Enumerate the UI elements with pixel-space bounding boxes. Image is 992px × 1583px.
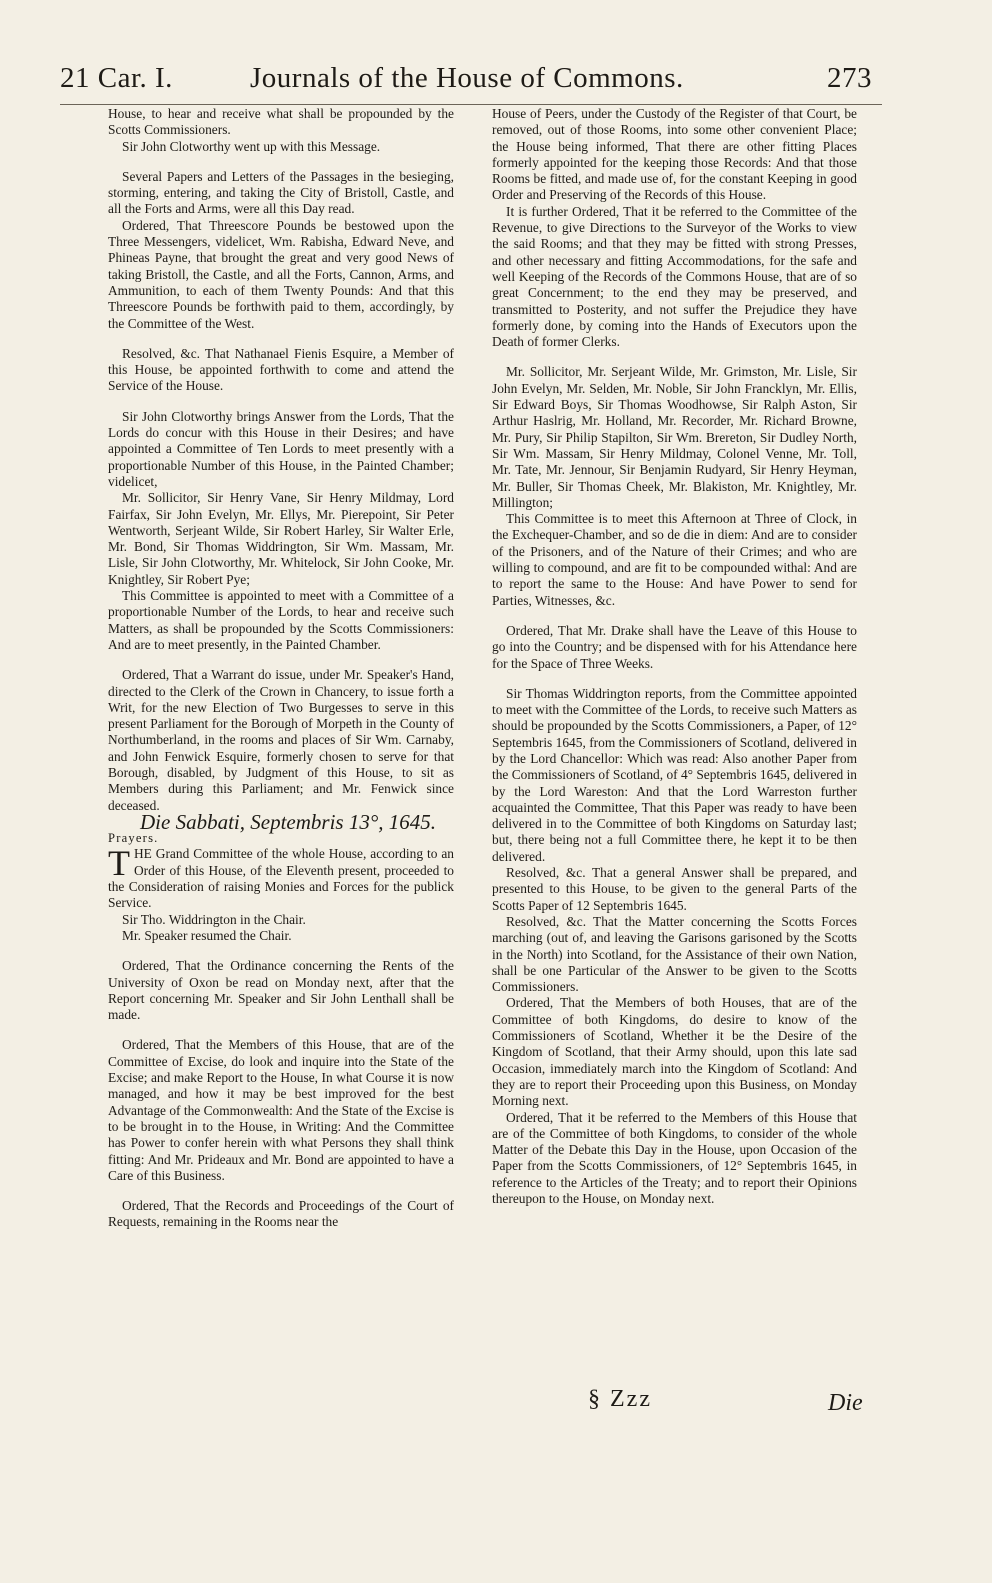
day-heading: Die Sabbati, Septembris 13°, 1645. (140, 809, 436, 834)
paragraph: Sir Thomas Widdrington reports, from the Committee appointed to meet with the Committee of the Lords, to receive such Matters as should be propounded by the Scotts Commissioners, a Paper, of 12° Septembris 1645, from the Commissioners of Scotland, delivered in by the Lord Chancellor: Which was read: Also another Paper from the Commissioners of Scotland, of 4° Septembris 1645, delivered in by the Lord Wareston: And that the Lord Warreston further acquainted the Committee, That this Paper was ready to have been delivered in to the Committee of both Kingdoms on Saturday last; but, there being not a full Committee there, he kept it to be then delivered. (492, 685, 857, 864)
paragraph: Ordered, That the Members of both Houses, that are of the Committee of both Kingdoms, do desire to know of the Commissioners of Scotland, Whether it be the Desire of the Kingdom of Scotland, that their Army should, upon this late sad Occasion, immediately march into the Kingdom of Scotland: And they are to report their Proceeding upon this Business, on Monday Morning next. (492, 995, 857, 1109)
right-column (492, 106, 857, 1207)
prayers-label: Prayers. (108, 831, 159, 846)
paragraph: This Committee is appointed to meet with a Committee of a proportionable Number of the Lords, to hear and receive such Matters, as shall be propounded by the Scotts Commissioners: And are to meet presently, in the Painted Chamber. (108, 588, 454, 652)
paragraph: Ordered, That the Records and Proceedings of the Court of Requests, remaining in the Rooms near the (108, 1198, 454, 1230)
header-rule (60, 104, 882, 105)
paragraph: Resolved, &c. That a general Answer shall be prepared, and presented to this House, to be given to the general Parts of the Scotts Paper of 12 Septembris 1645. (492, 865, 857, 913)
drop-cap: T (108, 843, 130, 884)
paragraph: This Committee is to meet this Afternoon at Three of Clock, in the Exchequer-Chamber, and so de die in diem: And are to consider of the Prisoners, and of the Nature of their Crimes; and who are willing to compound, and are fit to be compounded withal: And are to report the same to the House: And have Power to send for Parties, Witnesses, &c. (492, 511, 857, 608)
paragraph: Ordered, That the Ordinance concerning the Rents of the University of Oxon be read on Monday next, after that the Report concerning Mr. Speaker and Sir John Lenthall shall be made. (108, 958, 454, 1023)
paragraph: Ordered, That Threescore Pounds be bestowed upon the Three Messengers, videlicet, Wm. Rabisha, Edward Neve, and Phineas Payne, that brought the great and very good News of taking Bristoll, the Castle, and all the Forts, Cannon, Arms, and Ammunition, to each of them Twenty Pounds: And that this Threescore Pounds be forthwith paid to them, accordingly, by the Committee of the West. (108, 217, 454, 331)
paragraph: Several Papers and Letters of the Passages in the besieging, storming, entering, and taking the City of Bristoll, Castle, and all the Forts and Arms, were all this Day read. (108, 168, 454, 217)
journal-title: Journals of the House of Commons. (250, 62, 684, 94)
running-header (60, 62, 872, 102)
paragraph: House of Peers, under the Custody of the Register of that Court, be removed, out of those Rooms, into some other convenient Place; the House being informed, That there are other fitting Places formerly appointed for the keeping those Records: And that those Rooms be fitted, and made use of, for the constant Keeping in good Order and Preserving of the Records of this House. (492, 106, 857, 203)
paragraph: It is further Ordered, That it be referred to the Committee of the Revenue, to give Directions to the Surveyor of the Works to view the said Rooms; and that they may be fitted with strong Presses, and other necessary and fitting Accommodations, for the safe and well Keeping of the Records of the Commons House, that are of so great Concernment; to the end they may be preserved, and transmitted to Posterity, and not suffer the Prejudice they have formerly done, by coming into the Hands of Executors upon the Death of former Clerks. (492, 203, 857, 350)
paragraph: HE Grand Committee of the whole House, according to an Order of this House, of the Eleventh present, proceeded to the Consideration of raising Monies and Forces for the publick Service. (108, 846, 454, 911)
left-column (108, 106, 454, 1231)
signature-mark: § Zzz (588, 1386, 652, 1412)
paragraph: Resolved, &c. That Nathanael Fienis Esquire, a Member of this House, be appointed forthwith to come and attend the Service of the House. (108, 345, 454, 394)
committee-list: Mr. Sollicitor, Mr. Serjeant Wilde, Mr. Grimston, Mr. Lisle, Sir John Evelyn, Mr. Selden, Mr. Noble, Sir John Francklyn, Mr. Ellis, Sir Edward Boys, Sir Thomas Woodhowse, Sir Ralph Aston, Sir Arthur Haslrig, Mr. Holland, Mr. Recorder, Mr. Richard Browne, Mr. Pury, Sir Philip Stapilton, Sir Wm. Brereton, Sir Dudley North, Sir Wm. Massam, Sir Henry Mildmay, Colonel Venne, Mr. Toll, Mr. Tate, Mr. Jennour, Sir Benjamin Rudyard, Sir Henry Heyman, Mr. Buller, Sir Thomas Cheek, Mr. Blakiston, Mr. Knightley, Mr. Millington; (492, 364, 857, 510)
paragraph: Sir John Clotworthy brings Answer from the Lords, That the Lords do concur with this House in their Desires; and have appointed a Committee of Ten Lords to meet presently with a proportionable Number of this House, in the Painted Chamber; videlicet, (108, 408, 454, 489)
paragraph: Sir Tho. Widdrington in the Chair. (122, 911, 306, 927)
paragraph: Ordered, That a Warrant do issue, under Mr. Speaker's Hand, directed to the Clerk of the Crown in Chancery, to issue forth a Writ, for the new Election of Two Burgesses to serve in this present Parliament for the Borough of Morpeth in the County of Northumberland, in the rooms and places of Sir Wm. Carnaby, and John Fenwick Esquire, formerly chosen to serve for that Borough, disabled, by Judgment of this House, to sit as Members during this Parliament; and Mr. Fenwick since deceased. (108, 667, 454, 813)
paragraph: House, to hear and receive what shall be propounded by the Scotts Commissioners. (108, 106, 454, 138)
catchword: Die (828, 1390, 863, 1416)
paragraph: Mr. Speaker resumed the Chair. (122, 927, 292, 943)
page-number: 273 (827, 62, 872, 94)
paragraph: Ordered, That Mr. Drake shall have the Leave of this House to go into the Country; and be dispensed with for his Attendance here for the Space of Three Weeks. (492, 622, 857, 671)
paragraph: Sir John Clotworthy went up with this Message. (122, 138, 381, 154)
committee-list: Mr. Sollicitor, Sir Henry Vane, Sir Henry Mildmay, Lord Fairfax, Sir John Evelyn, Mr. Ellys, Mr. Pierepoint, Sir Peter Wentworth, Serjeant Wilde, Sir Robert Harley, Sir Walter Erle, Mr. Bond, Sir Thomas Widdrington, Sir Wm. Massam, Mr. Lisle, Sir John Clotworthy, Mr. Whitelock, Sir John Cooke, Mr. Knightley, Sir Robert Pye; (108, 490, 454, 587)
paragraph: Ordered, That it be referred to the Members of this House that are of the Committee of both Kingdoms, to consider of the whole Matter of the Debate this Day in the House, upon Occasion of the Paper from the Scotts Commissioners, of 12° Septembris 1645, in reference to the Articles of the Treaty; and to report their Opinions thereupon to the House, on Monday next. (492, 1109, 857, 1206)
paragraph: Resolved, &c. That the Matter concerning the Scotts Forces marching (out of, and leaving the Garisons garisoned by the Scotts in the North) into Scotland, for the Assistance of their own Nation, shall be one Particular of the Answer to be given to the Scotts Commissioners. (492, 913, 857, 995)
regnal-year: 21 Car. I. (60, 62, 173, 94)
paragraph: Ordered, That the Members of this House, that are of the Committee of Excise, do look and inquire into the State of the Excise; and make Report to the House, In what Course it is now managed, and how it may be best improved for the best Advantage of the Commonwealth: And the State of the Excise is to be brought in to the House, in Writing: And the Committee has Power to confer herein with what Persons they shall think fitting: And Mr. Prideaux and Mr. Bond are appointed to have a Care of this Business. (108, 1037, 454, 1183)
